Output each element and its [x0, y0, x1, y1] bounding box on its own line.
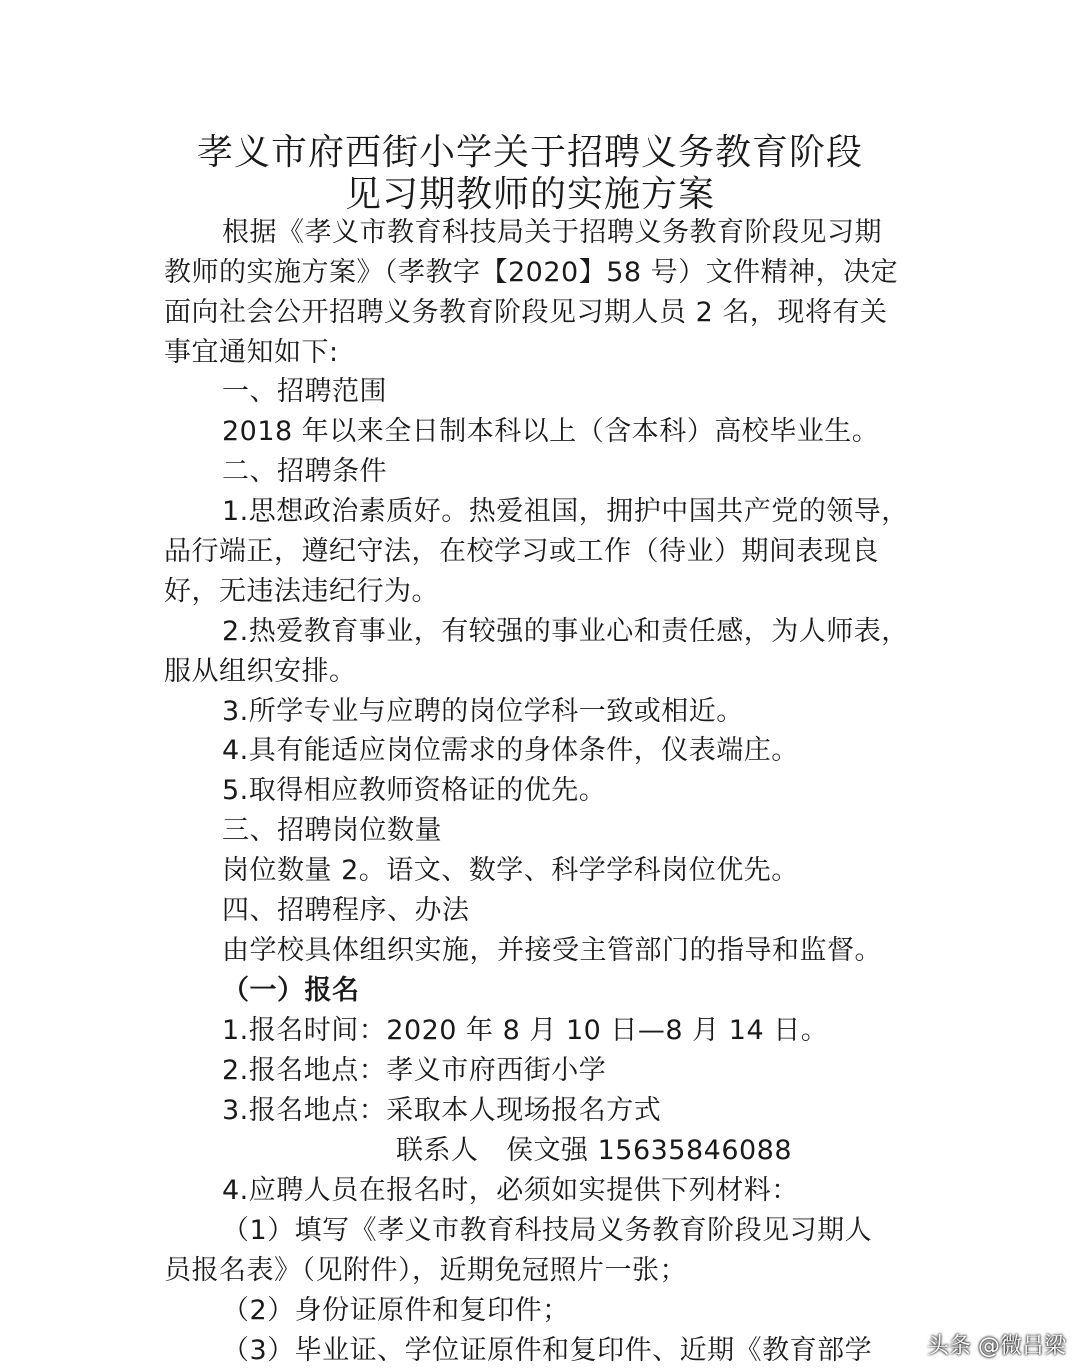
section-heading: 二、招聘条件: [222, 456, 387, 487]
doc-line: 2.报名地点：孝义市府西街小学: [222, 1055, 607, 1086]
watermark: 头条 @微吕梁: [927, 1334, 1066, 1359]
doc-line: （1）填写《孝义市教育科技局义务教育阶段见习期人: [222, 1215, 873, 1246]
doc-line: 由学校具体组织实施，并接受主管部门的指导和监督。: [222, 935, 882, 966]
doc-line: 教师的实施方案》（孝教字【2020】58 号）文件精神，决定: [164, 257, 899, 288]
doc-line: 4.应聘人员在报名时，必须如实提供下列材料：: [222, 1175, 799, 1206]
doc-line: 4.具有能适应岗位需求的身体条件，仪表端庄。: [222, 735, 799, 766]
doc-line: 员报名表》（见附件），近期免冠照片一张；: [164, 1255, 687, 1286]
doc-line: 2.热爱教育事业，有较强的事业心和责任感，为人师表，: [222, 616, 909, 647]
doc-line: 3.所学专业与应聘的岗位学科一致或相近。: [222, 696, 744, 727]
doc-line: 品行端正，遵纪守法，在校学习或工作（待业）期间表现良: [164, 536, 879, 567]
doc-line: 岗位数量 2。语文、数学、科学学科岗位优先。: [222, 855, 799, 886]
doc-line: 1.思想政治素质好。热爱祖国，拥护中国共产党的领导，: [222, 496, 909, 527]
section-heading: 三、招聘岗位数量: [222, 815, 442, 846]
doc-title-line-1: 孝义市府西街小学关于招聘义务教育阶段: [196, 132, 863, 173]
doc-line: 1.报名时间：2020 年 8 月 10 日—8 月 14 日。: [222, 1015, 829, 1046]
doc-line: 3.报名地点：采取本人现场报名方式: [222, 1095, 662, 1126]
section-heading: 四、招聘程序、办法: [222, 895, 470, 926]
doc-title-line-2: 见习期教师的实施方案: [344, 174, 715, 215]
contact-line: 联系人 侯文强 15635846088: [396, 1135, 793, 1166]
doc-line: （3）毕业证、学位证原件和复印件、近期《教育部学: [222, 1335, 873, 1366]
subsection-heading: （一）报名: [222, 975, 360, 1006]
doc-line: （2）身份证原件和复印件；: [222, 1295, 570, 1326]
doc-line: 根据《孝义市教育科技局关于招聘义务教育阶段见习期: [222, 217, 882, 248]
doc-line: 好，无违法违纪行为。: [164, 576, 439, 607]
doc-line: 服从组织安排。: [164, 656, 357, 687]
doc-line: 面向社会公开招聘义务教育阶段见习期人员 2 名，现将有关: [164, 297, 888, 328]
doc-line: 事宜通知如下:: [164, 337, 339, 368]
section-heading: 一、招聘范围: [222, 376, 387, 407]
doc-line: 5.取得相应教师资格证的优先。: [222, 775, 607, 806]
doc-line: 2018 年以来全日制本科以上（含本科）高校毕业生。: [222, 416, 880, 447]
